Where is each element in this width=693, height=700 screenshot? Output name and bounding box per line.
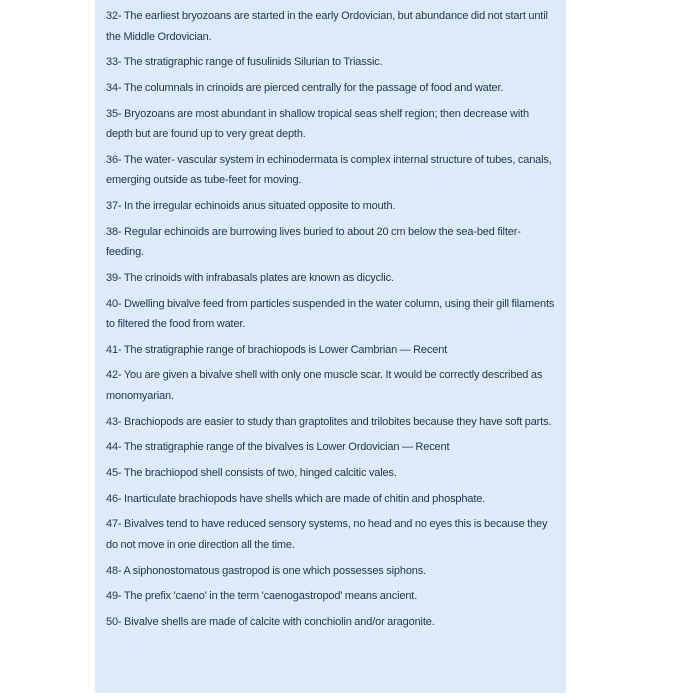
statement-item: 39- The crinoids with infrabasals plates are known as dicyclic.: [106, 271, 394, 284]
statement-item: 37- In the irregular echinoids anus situated opposite to mouth.: [106, 199, 396, 212]
statement-item: 42- You are given a bivalve shell with only one muscle scar. It would be correctly described as monomyarian.: [106, 369, 543, 402]
statement-item: 50- Bivalve shells are made of calcite with conchiolin and/or aragonite.: [106, 615, 435, 628]
statement-item: 41- The stratigraphie range of brachiopods is Lower Cambrian — Recent: [106, 343, 448, 356]
statement-item: 47- Bivalves tend to have reduced sensory systems, no head and no eyes this is because they do not move in one direction all the time.: [106, 518, 548, 551]
statement-item: 38- Regular echinoids are burrowing lives buried to about 20 cm below the sea-bed filter-feeding.: [106, 225, 521, 259]
statement-item: 34- The columnals in crinoids are pierced centrally for the passage of food and water.: [106, 81, 504, 94]
statement-item: 44- The stratigraphie range of the bivalves is Lower Ordovician — Recent: [106, 441, 450, 454]
statement-item: 32- The earliest bryozoans are started in the early Ordovician, but abundance did not start until the Middle Ordovician.: [106, 10, 548, 43]
statement-item: 33- The stratigraphic range of fusulinids Silurian to Triassic.: [106, 56, 383, 69]
statement-item: 40- Dwelling bivalve feed from particles suspended in the water column, using their gill filaments to filtered the food from water.: [106, 297, 555, 330]
statement-item: 46- Inarticulate brachiopods have shells which are made of chitin and phosphate.: [106, 492, 486, 505]
statement-item: 49- The prefix 'caeno' in the term 'caenogastropod' means ancient.: [106, 590, 418, 603]
statement-list: [106, 6, 558, 638]
statement-item: 43- Brachiopods are easier to study than graptolites and trilobites because they have soft parts.: [106, 415, 552, 428]
statement-item: 35- Bryozoans are most abundant in shallow tropical seas shelf region; then decrease with depth but are found up to very great depth.: [106, 107, 529, 141]
statement-item: 45- The brachiopod shell consists of two, hinged calcitic vales.: [106, 466, 397, 479]
statement-item: 36- The water- vascular system in echinodermata is complex internal structure of tubes, canals, emerging outside as tube-feet for moving.: [106, 153, 552, 187]
statement-item: 48- A siphonostomatous gastropod is one which possesses siphons.: [106, 564, 427, 577]
